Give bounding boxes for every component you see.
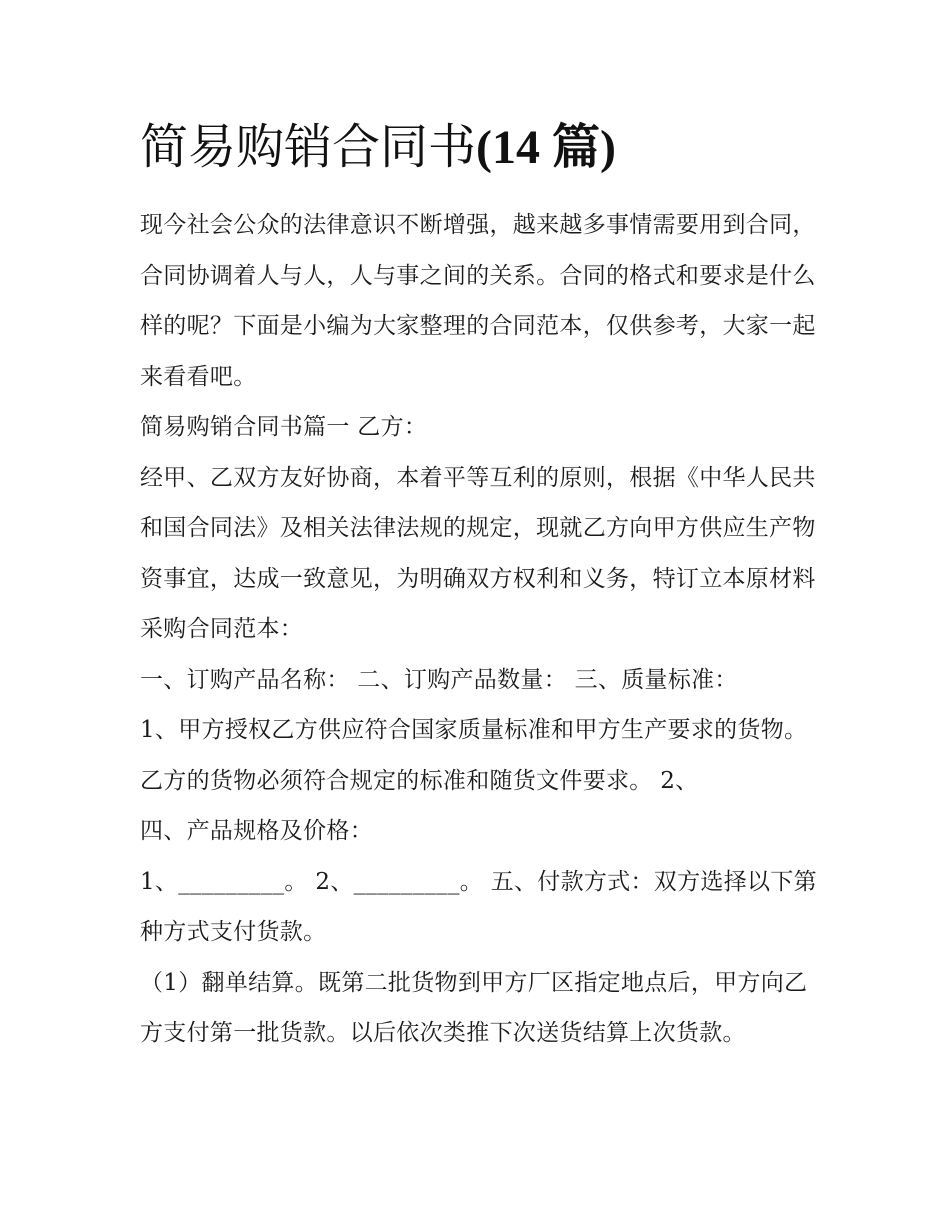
document-body: [140, 200, 820, 1059]
clause-headings: 一、订购产品名称： 二、订购产品数量： 三、质量标准：: [140, 666, 738, 693]
title-suffix: (14 篇): [476, 121, 616, 174]
section-heading: 简易购销合同书篇一 乙方：: [140, 414, 428, 440]
quality-clause: 1、甲方授权乙方供应符合国家质量标准和甲方生产要求的货物。乙方的货物必须符合规定的标准和随货文件要求。 2、: [140, 717, 808, 794]
title-main: 简易购销合同书: [140, 119, 477, 175]
intro-paragraph: 现今社会公众的法律意识不断增强，越来越多事情需要用到合同，合同协调着人与人，人与事之间的关系。合同的格式和要求是什么样的呢？下面是小编为大家整理的合同范本，仅供参考，大家一起来看看吧。: [140, 212, 816, 390]
spec-price-heading: 四、产品规格及价格：: [140, 818, 373, 844]
contract-preamble: 经甲、乙双方友好协商，本着平等互利的原则，根据《中华人民共和国合同法》及相关法律法规的规定，现就乙方向甲方供应生产物资事宜，达成一致意见，为明确双方权利和义务，特订立本原材料采购合同范本：: [140, 464, 816, 642]
document-title: [140, 115, 616, 180]
payment-clause: 1、_________。 2、_________。 五、付款方式：双方选择以下第种方式支付货款。: [140, 868, 817, 945]
settlement-clause: （1）翻单结算。既第二批货物到甲方厂区指定地点后，甲方向乙方支付第一批货款。以后依次类推下次送货结算上次货款。: [140, 969, 808, 1046]
